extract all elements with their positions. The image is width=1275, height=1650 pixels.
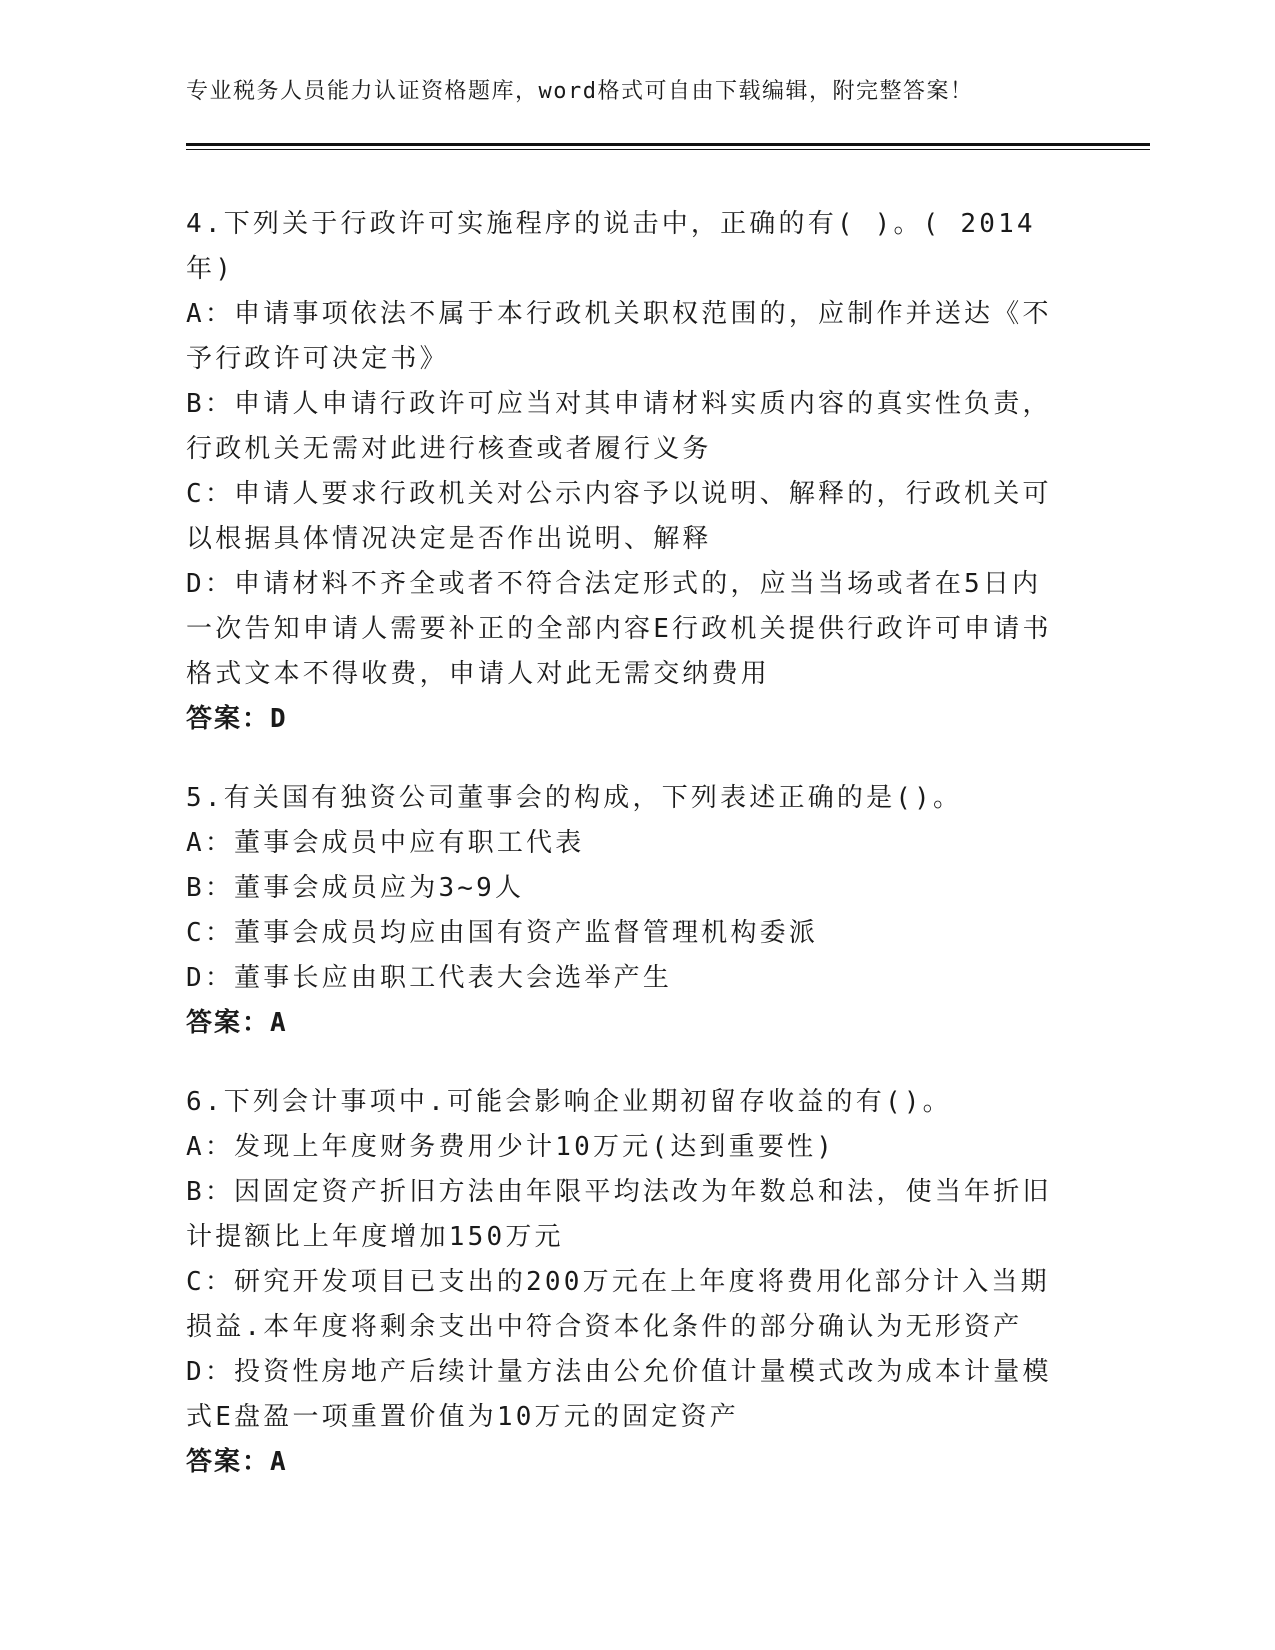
question-list bbox=[186, 202, 1066, 1519]
option-c: C：申请人要求行政机关对公示内容予以说明、解释的，行政机关可以根据具体情况决定是否作出说明、解释 bbox=[186, 479, 1052, 554]
question-4 bbox=[186, 202, 1066, 742]
option-b: B：董事会成员应为3~9人 bbox=[186, 873, 525, 903]
option-c: C：董事会成员均应由国有资产监督管理机构委派 bbox=[186, 918, 819, 948]
option-a: A：申请事项依法不属于本行政机关职权范围的，应制作并送达《不予行政许可决定书》 bbox=[186, 299, 1052, 374]
option-c: C：研究开发项目已支出的200万元在上年度将费用化部分计入当期损益.本年度将剩余支出中符合资本化条件的部分确认为无形资产 bbox=[186, 1267, 1050, 1342]
question-5 bbox=[186, 776, 1066, 1046]
answer: 答案：D bbox=[186, 704, 288, 734]
question-6 bbox=[186, 1080, 1066, 1485]
question-stem: 4.下列关于行政许可实施程序的说击中，正确的有( )。( 2014年) bbox=[186, 209, 1036, 284]
question-stem: 5.有关国有独资公司董事会的构成，下列表述正确的是()。 bbox=[186, 783, 963, 813]
option-d: D：申请材料不齐全或者不符合法定形式的，应当当场或者在5日内一次告知申请人需要补正的全部内容E行政机关提供行政许可申请书格式文本不得收费，申请人对此无需交纳费用 bbox=[186, 569, 1052, 689]
answer: 答案：A bbox=[186, 1447, 288, 1477]
page-header: 专业税务人员能力认证资格题库，word格式可自由下载编辑，附完整答案！ bbox=[186, 79, 974, 104]
option-a: A：发现上年度财务费用少计10万元(达到重要性) bbox=[186, 1132, 836, 1162]
option-b: B：因固定资产折旧方法由年限平均法改为年数总和法，使当年折旧计提额比上年度增加150万元 bbox=[186, 1177, 1052, 1252]
question-stem: 6.下列会计事项中.可能会影响企业期初留存收益的有()。 bbox=[186, 1087, 952, 1117]
option-d: D：董事长应由职工代表大会选举产生 bbox=[186, 963, 673, 993]
option-b: B：申请人申请行政许可应当对其申请材料实质内容的真实性负责，行政机关无需对此进行核查或者履行义务 bbox=[186, 389, 1052, 464]
answer: 答案：A bbox=[186, 1008, 288, 1038]
option-a: A：董事会成员中应有职工代表 bbox=[186, 828, 585, 858]
header-divider bbox=[186, 143, 1150, 146]
option-d: D：投资性房地产后续计量方法由公允价值计量模式改为成本计量模式E盘盈一项重置价值为10万元的固定资产 bbox=[186, 1357, 1052, 1432]
header-divider-thin bbox=[186, 149, 1150, 150]
